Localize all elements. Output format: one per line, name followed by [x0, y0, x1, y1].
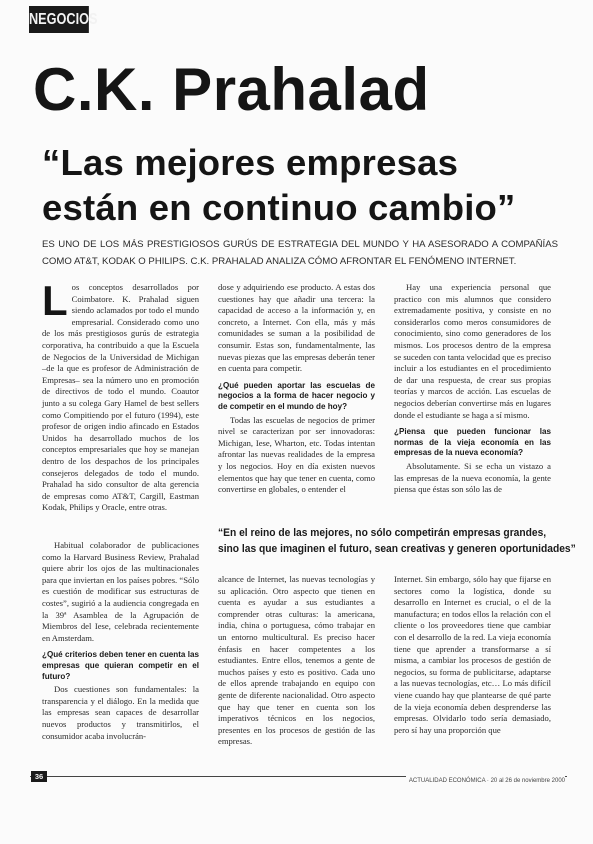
headline-name: C.K. Prahalad	[33, 56, 430, 123]
interview-question: ¿Qué pueden aportar las escuelas de negocios a la forma de hacer negocio y de competir en el mundo de hoy?	[218, 380, 375, 411]
drop-cap: L	[42, 277, 68, 324]
headline-quote	[42, 140, 562, 230]
article-columns-top	[42, 277, 562, 520]
paragraph: alcance de Internet, las nuevas tecnologías y su aplicación. Otro aspecto que tienen en cuenta es ayudar a sus estudiantes a comprender otras culturas: la americana, india, china o portuguesa, cómo trabajar en un entorno multicultural. Es preciso hacer énfasis en hacer competentes a los estudiantes. Entre ellos, tenemos a gente de muchos países y esto es positivo. Cada uno de ellos aprende trabajando en equipo con gente de diferente nacionalidad. Otro aspecto que hay que tener en cuenta son los imperativos técnicos en los negocios, presentes en los procesos de gestión de las empresas.	[218, 574, 375, 747]
pull-quote-line: “En el reino de las mejores, no sólo competirán empresas grandes,	[218, 527, 547, 539]
pull-quote	[218, 526, 576, 557]
paragraph: Dos cuestiones son fundamentales: la transparencia y el diálogo. En la medida que las empresas sean capaces de desarrollar nuevos productos y transmitirlos, el consumidor acaba involucrán-	[42, 684, 199, 741]
column-1	[42, 277, 199, 514]
interview-question: ¿Piensa que pueden funcionar las normas de la vieja economía en las empresas de la nueva economía?	[394, 427, 551, 458]
column-3-lower	[394, 574, 551, 736]
folio: ACTUALIDAD ECONÓMICA · 20 al 26 de noviembre 2000	[406, 776, 565, 786]
paragraph: Todas las escuelas de negocios de primer nivel se caracterizan por ser innovadoras: Michigan, Iese, Wharton, etc. Todas intentan afrontar las nuevas realidades de la empresa y los negocios. Hoy en día existen nuevos elementos que hay que tener en cuenta, como convertirse en globales, o entender el	[218, 414, 375, 495]
headline-quote-line: están en continuo cambio”	[42, 187, 516, 228]
paragraph: Habitual colaborador de publicaciones como la Harvard Business Review, Prahalad quiere abrir los ojos de las multinacionales para que inviertan en los países pobres. “Sólo es cuestión de modificar sus estructuras de costes”, sugirió a la audiencia congregada en la 39ª Asamblea de la Agrupación de Miembros del Iese, celebrada recientemente en Amsterdam.	[42, 540, 199, 643]
pull-quote-line: sino las que imaginen el futuro, sean creativas y generen oportunidades”	[218, 542, 576, 555]
standfirst: ES UNO DE LOS MÁS PRESTIGIOSOS GURÚS DE ESTRATEGIA DEL MUNDO Y HA ASESORADO A COMPAÑÍAS COMO AT&T, KODAK O PHILIPS. C.K. PRAHALAD ANALIZA CÓMO AFRONTAR EL FENÓMENO INTERNET.	[42, 239, 558, 267]
paragraph: Absolutamente. Si se echa un vistazo a las empresas de la nueva economía, la gente piensa que éstas son sólo las de	[394, 460, 551, 495]
page-number: 36	[31, 771, 47, 782]
column-1-lower	[42, 540, 199, 742]
interview-question: ¿Qué criterios deben tener en cuenta las empresas que quieran competir en el futuro?	[42, 650, 199, 681]
section-tag: NEGOCIOS	[29, 6, 89, 33]
column-3	[394, 282, 551, 496]
column-2-lower	[218, 574, 375, 748]
paragraph: Hay una experiencia personal que practico con mis alumnos que considero extremadamente positiva, y consiste en no considerarlos como meros consumidores de conocimiento, sino como generadores de los mismos. Los procesos dentro de la empresa se suceden con tanta velocidad que es preciso incluir a los estudiantes en el procedimiento de dar una respuesta, de crear sus propias teorías y marcos de acción. Las escuelas de negocios deberían convertirse más en lugares donde el estudiante se haga a sí mismo.	[394, 282, 551, 420]
paragraph: dose y adquiriendo ese producto. A estas dos cuestiones hay que añadir una tercera: la capacidad de acceso a la información y, en concreto, a Internet. Con ella, más y más comunidades se suman a la posibilidad de consumir. Estas son, fundamentalmente, las nuevas piezas que las empresas deberán tener en cuenta para competir.	[218, 282, 375, 374]
headline-quote-line: “Las mejores empresas	[42, 142, 459, 183]
paragraph: Internet. Sin embargo, sólo hay que fijarse en sectores como la logística, donde su desarrollo en Internet es crucial, o el de la manufactura; en todos ellos la relación con el cliente o los proveedores tiene que cambiar con el desarrollo de la red. La vieja economía tiene que aprender a transformarse a sí misma, a cambiar los procesos de gestión de negocios, su forma de publicitarse, adaptarse a las nuevas tecnologías, etc… Lo más difícil viene cuando hay que plantearse de qué parte de la vieja economía deben desprenderse las empresas. Olvidarlo todo sería demasiado, pero sí hay una proporción que	[394, 574, 551, 735]
paragraph: os conceptos desarrollados por Coimbatore. K. Prahalad siguen siendo aclamados por todo el mundo empresarial. Considerado como uno de los más prestigiosos gurús de estrategia corporativa, ha contribuido a que la Escuela de Negocios de la Universidad de Michigan –de la que es profesor de Administración de Empresas– sea la número uno en promoción de directivos de todo el mundo. Coautor junto a su colega Gary Hamel de best sellers como Compitiendo por el futuro (1994), este profesor de origen indio afincado en Estados Unidos ha desarrollado muchos de los conceptos empresariales que hoy se manejan dentro de los despachos de los principales consejeros delegados de todo el mundo. Prahalad ha sido consultor de alta gerencia de empresas como AT&T, Cargill, Eastman Kodak, Philips y Oracle, entre otras.	[42, 282, 199, 513]
column-2	[218, 282, 375, 496]
